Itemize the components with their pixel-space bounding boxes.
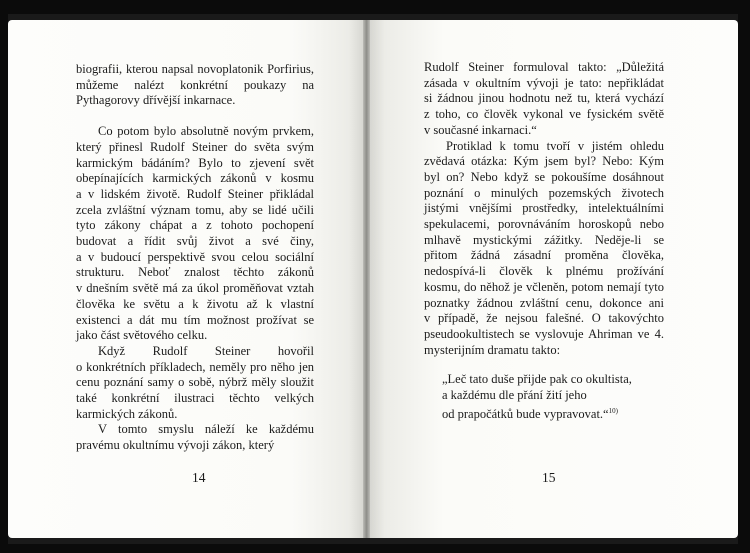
text-line: spekulacemi, porovnáváním horoskopů nebo <box>424 217 664 232</box>
quote-line <box>442 388 664 404</box>
text-line: pravému okultnímu vývoji zákon, který <box>76 438 275 453</box>
text-line: kosmu, do něhož je včleněn, potom nemají tyto <box>424 279 664 294</box>
text-line: Protiklad k tomu tvoří v jistém ohledu <box>446 138 664 153</box>
text-line: karmických zákonů. <box>76 406 178 421</box>
paragraph <box>76 422 314 453</box>
text-line: v současné inkarnaci.“ <box>424 122 537 137</box>
text-line: poznání o minulých pozemských životech <box>424 185 664 200</box>
text-line: Co potom bylo absolutně novým prvkem, <box>98 124 314 139</box>
text-line: z toho, co člověk vykonal ve fysickém světě <box>424 107 664 122</box>
text-line: Pythagorovy dřívější inkarnace. <box>76 93 236 108</box>
text-line: můžeme nalézt konkrétní poukazy na <box>76 77 314 92</box>
left-page <box>8 20 363 538</box>
left-page-number: 14 <box>192 470 206 485</box>
text-line: zásada v okultním vývoji je tato: nepřikládat <box>424 75 664 90</box>
text-line: zvědavá otázka: Kým jsem byl? Nebo: Kým <box>424 154 664 169</box>
book-spread <box>8 14 738 544</box>
verse-quote <box>424 372 664 422</box>
paragraph <box>76 62 314 109</box>
text-line: biografii, kterou napsal novoplatonik Porfirius, <box>76 62 314 76</box>
text-line: přitom žádná zásadní proměna člověka, <box>424 248 664 263</box>
text-line: budovat a řídit svůj život a své činy, <box>76 234 314 249</box>
text-line: člověka ke světu a k životu až k vlastní <box>76 296 314 311</box>
text-line: cenu poznání samy o sobě, nýbrž měly sloužit <box>76 375 314 390</box>
quote-line <box>442 404 664 423</box>
text-line: v dnešním světě má za úkol proměňovat vztah <box>76 281 314 296</box>
right-page-number: 15 <box>542 470 556 485</box>
text-line: zcela zvláštní význam tomu, aby se lidé učili <box>76 202 314 217</box>
text-line: si žádnou jinou hodnotu než tu, která vychází <box>424 91 664 106</box>
text-line: karmickým bádáním? Bylo to zjevení svět <box>76 155 314 170</box>
quote-line-text: a každému dle přání žití jeho <box>442 388 587 403</box>
quote-line-text: od prapočátků bude vypravovat.“ <box>442 406 609 421</box>
text-line: obepínajících karmických zákonů v kosmu <box>76 171 314 186</box>
right-page-text <box>424 60 664 423</box>
text-line: Rudolf Steiner formuloval takto: „Důležitá <box>424 60 664 74</box>
paragraph <box>76 344 314 423</box>
right-page <box>370 20 738 538</box>
text-line: mysterijním dramatu takto: <box>424 342 561 357</box>
text-line: jako část světového celku. <box>76 328 208 343</box>
text-line: tyto zákony chápat a z tohoto pochopení <box>76 218 314 233</box>
text-line: poznatky žádnou zvláštní cenu, dokonce ani <box>424 295 664 310</box>
quote-line-text: „Leč tato duše přijde pak co okultista, <box>442 372 632 387</box>
text-line: V tomto smyslu náleží ke každému <box>98 422 314 437</box>
text-line: byl on? Nebo když se pokoušíme dosáhnout <box>424 169 664 184</box>
text-line: a v lidském životě. Rudolf Steiner přikládal <box>76 186 314 201</box>
book-gutter <box>363 20 370 538</box>
text-line: také konkrétní ilustraci těchto velkých <box>76 391 314 406</box>
text-line: v případě, že nejsou falešné. O takovýchto <box>424 311 664 326</box>
text-line: o konkrétních příkladech, neměly pro něho jen <box>76 359 314 374</box>
text-line: pseudookultistech se vyslovuje Ahriman ve 4. <box>424 326 664 341</box>
text-line: který přinesl Rudolf Steiner do světa svým <box>76 139 314 154</box>
paragraph <box>424 139 664 359</box>
quote-line <box>442 372 664 388</box>
paragraph <box>76 124 314 344</box>
paragraph <box>424 60 664 139</box>
footnote-marker: 10) <box>608 406 618 415</box>
text-line: Když Rudolf Steiner hovořil <box>98 343 314 358</box>
text-line: a v budoucí perspektivě svou celou sociální <box>76 249 314 264</box>
text-line: existenci a dát mu tím možnost prožívat se <box>76 312 314 327</box>
text-line: jistými vnějšími prostředky, intelektuálními <box>424 201 664 216</box>
text-line: mlhavě mystickými zážitky. Neděje-li se <box>424 232 664 247</box>
text-line: strukturu. Neboť znalost těchto zákonů <box>76 265 314 280</box>
left-page-text <box>76 62 314 454</box>
text-line: nedospívá-li člověk k plnému prožívání <box>424 264 664 279</box>
